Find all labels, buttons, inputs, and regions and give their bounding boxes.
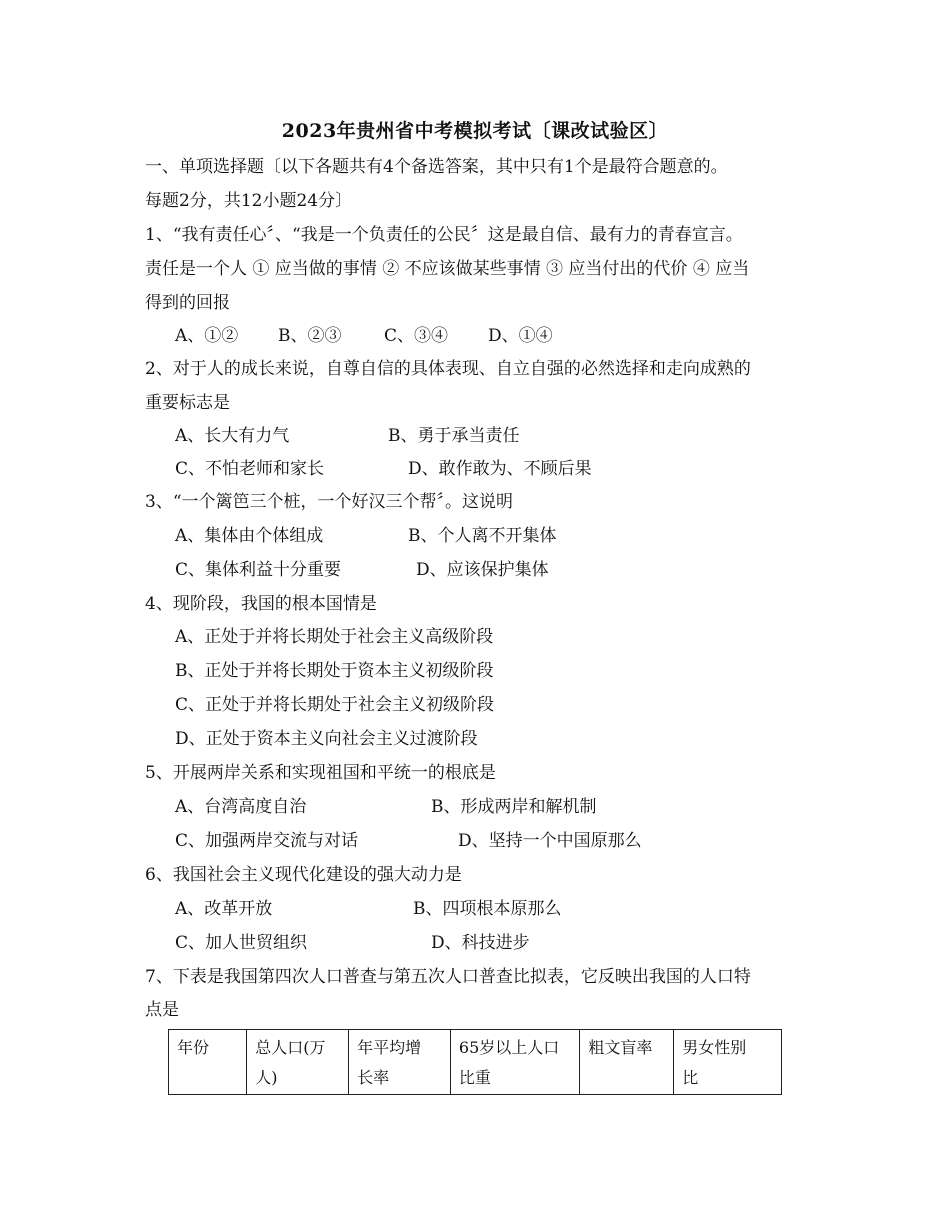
option-a[interactable]: A、长大有力气 bbox=[175, 426, 290, 446]
option-c[interactable]: C、集体利益十分重要 bbox=[175, 560, 342, 580]
table-header-cell bbox=[247, 1030, 349, 1095]
question-7-text: 7、下表是我国第四次人口普查与第五次人口普查比拟表，它反映出我国的人口特 bbox=[145, 967, 751, 987]
option-a[interactable]: A、集体由个体组成 bbox=[175, 526, 324, 546]
option-d[interactable]: D、坚持一个中国原那么 bbox=[458, 831, 642, 851]
option-d[interactable]: D、应该保护集体 bbox=[416, 560, 549, 580]
table-header-cell bbox=[450, 1030, 579, 1095]
header-sex-ratio-cont: 比 bbox=[682, 1068, 699, 1087]
option-b[interactable]: B、勇于承当责任 bbox=[388, 426, 520, 446]
option-a[interactable]: A、①② bbox=[175, 326, 239, 346]
option-a[interactable]: A、改革开放 bbox=[175, 899, 273, 919]
option-c[interactable]: C、加强两岸交流与对话 bbox=[175, 831, 359, 851]
header-illiteracy-rate: 粗文盲率 bbox=[588, 1038, 653, 1057]
question-5-text: 5、开展两岸关系和实现祖国和平统一的根底是 bbox=[145, 763, 496, 783]
table-header-cell bbox=[169, 1030, 247, 1095]
table-header-cell bbox=[580, 1030, 674, 1095]
question-2-text-cont: 重要标志是 bbox=[145, 393, 230, 413]
header-total-population: 总人口(万 bbox=[255, 1038, 326, 1057]
question-1-text: 1、“我有责任心〞、“我是一个负责任的公民〞这是最自信、最有力的青春宣言。 bbox=[145, 225, 743, 245]
option-b[interactable]: B、个人离不开集体 bbox=[408, 526, 557, 546]
header-total-population-cont: 人) bbox=[255, 1068, 278, 1087]
option-b[interactable]: B、正处于并将长期处于资本主义初级阶段 bbox=[175, 661, 494, 681]
option-c[interactable]: C、③④ bbox=[384, 326, 449, 346]
header-over-65: 65岁以上人口 bbox=[458, 1038, 560, 1057]
question-6-text: 6、我国社会主义现代化建设的强大动力是 bbox=[145, 865, 462, 885]
header-sex-ratio: 男女性别 bbox=[682, 1038, 747, 1057]
option-c[interactable]: C、加人世贸组织 bbox=[175, 933, 308, 953]
option-b[interactable]: B、形成两岸和解机制 bbox=[431, 797, 597, 817]
census-comparison-table bbox=[168, 1029, 782, 1095]
option-d[interactable]: D、①④ bbox=[488, 326, 553, 346]
header-year: 年份 bbox=[177, 1038, 210, 1057]
question-7-text-cont: 点是 bbox=[145, 1000, 179, 1020]
option-c[interactable]: C、不怕老师和家长 bbox=[175, 459, 325, 479]
option-b[interactable]: B、四项根本原那么 bbox=[413, 899, 562, 919]
option-b[interactable]: B、②③ bbox=[278, 326, 342, 346]
question-3-text: 3、“一个篱笆三个桩，一个好汉三个帮〞。这说明 bbox=[145, 492, 514, 512]
table-header-row bbox=[169, 1030, 782, 1095]
exam-title: 2023年贵州省中考模拟考试〔课改试验区〕 bbox=[281, 120, 669, 142]
option-d[interactable]: D、科技进步 bbox=[431, 933, 530, 953]
question-1-text-cont: 得到的回报 bbox=[145, 293, 230, 313]
question-2-text: 2、对于人的成长来说，自尊自信的具体表现、自立自强的必然选择和走向成熟的 bbox=[145, 359, 751, 379]
header-over-65-cont: 比重 bbox=[458, 1068, 491, 1087]
option-a[interactable]: A、台湾高度自治 bbox=[175, 797, 307, 817]
table-header-cell bbox=[349, 1030, 451, 1095]
table-header-cell bbox=[674, 1030, 782, 1095]
header-growth-rate: 年平均增 bbox=[357, 1038, 422, 1057]
question-1-text-cont: 责任是一个人 ① 应当做的事情 ② 不应该做某些事情 ③ 应当付出的代价 ④ 应当 bbox=[145, 259, 750, 279]
option-d[interactable]: D、敢作敢为、不顾后果 bbox=[408, 459, 592, 479]
option-c[interactable]: C、正处于并将长期处于社会主义初级阶段 bbox=[175, 695, 495, 715]
header-growth-rate-cont: 长率 bbox=[357, 1068, 390, 1087]
option-d[interactable]: D、正处于资本主义向社会主义过渡阶段 bbox=[175, 729, 478, 749]
section-heading: 一、单项选择题〔以下各题共有4个备选答案，其中只有1个是最符合题意的。 bbox=[145, 157, 728, 177]
question-4-text: 4、现阶段，我国的根本国情是 bbox=[145, 594, 377, 614]
section-heading-cont: 每题2分，共12小题24分〕 bbox=[145, 191, 353, 211]
option-a[interactable]: A、正处于并将长期处于社会主义高级阶段 bbox=[175, 627, 494, 647]
